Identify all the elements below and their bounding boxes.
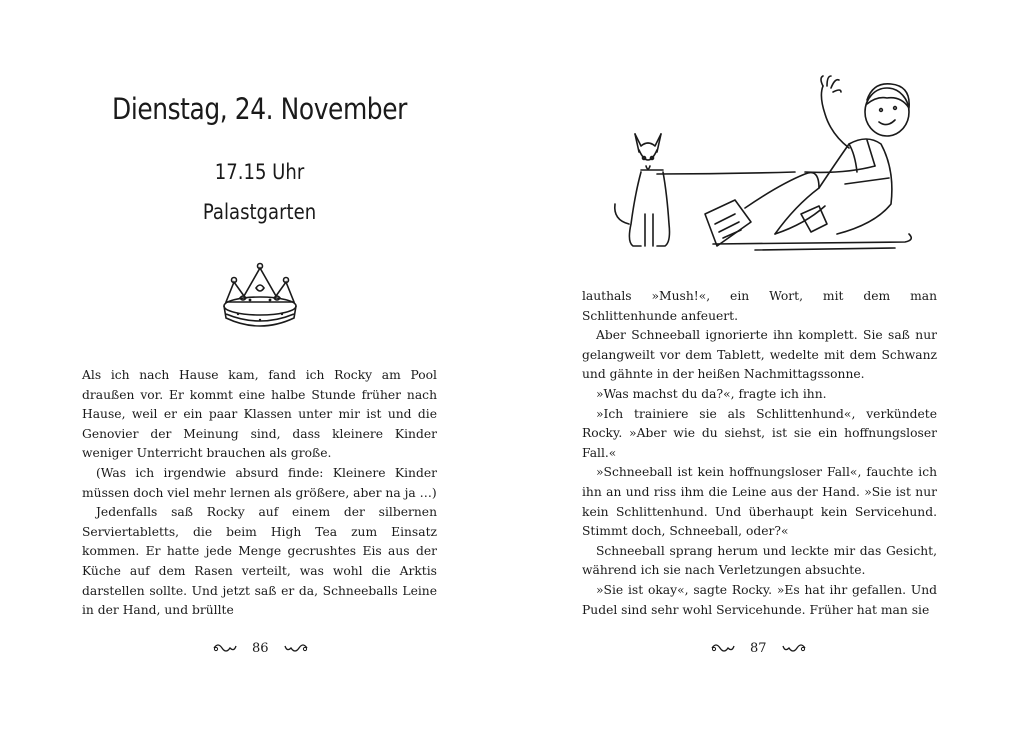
chapter-time: 17.15 Uhr bbox=[214, 160, 305, 184]
paragraph: »Was machst du da?«, fragte ich ihn. bbox=[596, 386, 827, 401]
crown-icon bbox=[220, 262, 300, 332]
paragraph: Schneeball sprang herum und leckte mir das Gesicht, während ich sie nach Verletzungen absuchte. bbox=[582, 543, 937, 578]
paragraph: (Was ich irgendwie absurd finde: Kleinere Kinder müssen doch viel mehr lernen als größere, aber na ja …) bbox=[82, 465, 437, 500]
chapter-title: Dienstag, 24. November bbox=[112, 92, 407, 126]
paragraph: »Ich trainiere sie als Schlittenhund«, verkündete Rocky. »Aber wie du siehst, ist sie ein hoffnungsloser Fall.« bbox=[582, 406, 937, 460]
page-number: 86 bbox=[252, 640, 269, 656]
paragraph: »Sie ist okay«, sagte Rocky. »Es hat ihr gefallen. Und Pudel sind sehr wohl Servicehunde. Früher hat man sie bbox=[582, 582, 937, 617]
paragraph: Als ich nach Hause kam, fand ich Rocky am Pool draußen vor. Er kommt eine halbe Stunde früher nach Hause, weil er ein paar Klassen unter mir ist und die Genovier der Meinung sind, dass kleinere Kinder weniger Unterricht brauchen als große. bbox=[82, 368, 437, 461]
paragraph: Aber Schneeball ignorierte ihn komplett. Sie saß nur gelangweilt vor dem Tablett, wedelte mit dem Schwanz und gähnte in der heißen Nachmittagssonne. bbox=[582, 328, 937, 382]
left-body-text bbox=[82, 366, 437, 621]
swirl-ornament-icon bbox=[283, 642, 309, 654]
chapter-place: Palastgarten bbox=[202, 200, 317, 224]
paragraph: Jedenfalls saß Rocky auf einem der silbernen Serviertabletts, die beim High Tea zum Einsatz kommen. Er hatte jede Menge gecrushtes Eis aus der Küche auf dem Rasen verteilt, was wohl die Arktis darstellen sollte. Und jetzt saß er da, Schneeballs Leine in der Hand, und brüllte bbox=[82, 505, 437, 618]
right-body-text bbox=[582, 287, 937, 620]
swirl-ornament-icon bbox=[710, 642, 736, 654]
page-number: 87 bbox=[750, 640, 767, 656]
swirl-ornament-icon bbox=[212, 642, 238, 654]
swirl-ornament-icon bbox=[781, 642, 807, 654]
right-page-folio bbox=[710, 638, 807, 658]
left-page-folio bbox=[212, 638, 309, 658]
paragraph: »Schneeball ist kein hoffnungsloser Fall«, fauchte ich ihn an und riss ihm die Leine aus der Hand. »Sie ist nur kein Schlittenhund. Und überhaupt kein Servicehund. Stimmt doch, Schneeball, oder?« bbox=[582, 465, 937, 539]
boy-sled-dog-illustration bbox=[605, 74, 925, 264]
paragraph: lauthals »Mush!«, ein Wort, mit dem man Schlittenhunde anfeuert. bbox=[582, 289, 937, 323]
